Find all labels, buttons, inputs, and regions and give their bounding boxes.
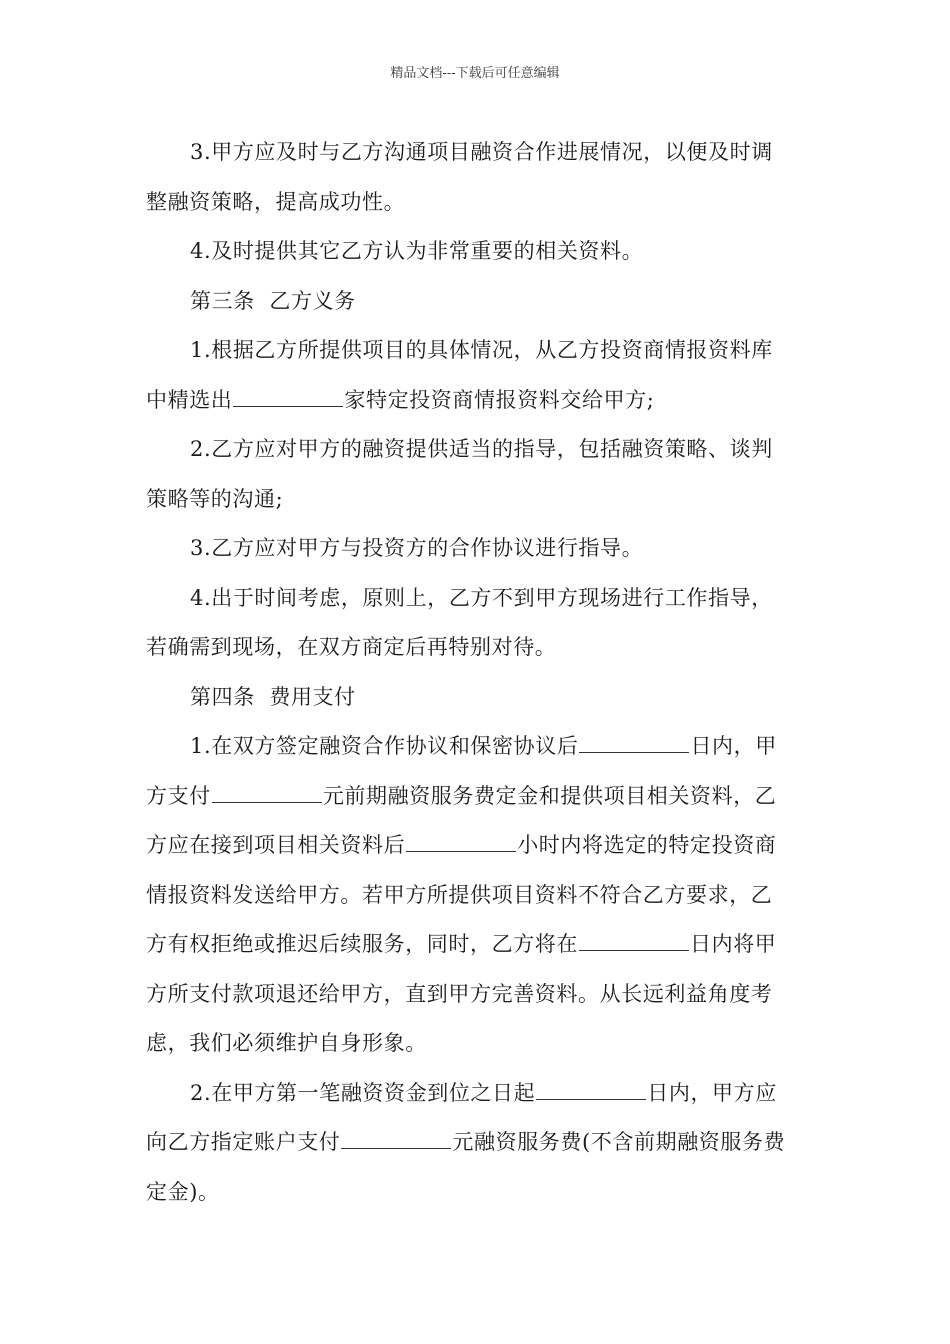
section-heading-article-3	[146, 277, 812, 327]
paragraph-party-b-2	[146, 425, 812, 524]
text-segment: 小时内将选定的特定投资商	[517, 833, 777, 857]
text-line: 情报资料发送给甲方。若甲方所提供项目资料不符合乙方要求，乙	[146, 882, 773, 907]
text-line	[146, 821, 812, 871]
text-line: 4.出于时间考虑，原则上，乙方不到甲方现场进行工作指导，	[190, 585, 773, 610]
paragraph-party-b-1	[146, 326, 812, 425]
text-segment: 元前期融资服务费定金和提供项目相关资料，乙	[322, 783, 777, 808]
text-line	[146, 1069, 812, 1119]
text-line: 若确需到现场，在双方商定后再特别对待。	[146, 635, 557, 659]
text-line: 3.乙方应对甲方与投资方的合作协议进行指导。	[190, 536, 644, 560]
fill-in-blank[interactable]	[406, 833, 516, 852]
paragraph-obligation-3	[146, 128, 812, 227]
text-line: 整融资策略，提高成功性。	[146, 189, 406, 214]
text-segment: 日内，甲方应	[647, 1080, 777, 1105]
text-line: 虑，我们必须维护自身形象。	[146, 1031, 427, 1055]
text-segment: 2.在甲方第一笔融资资金到位之日起	[190, 1080, 536, 1105]
paragraph-fee-2	[146, 1069, 812, 1218]
fill-in-blank[interactable]	[341, 1130, 451, 1149]
section-heading-article-4	[146, 673, 812, 723]
text-segment: 1.在双方签定融资合作协议和保密协议后	[190, 734, 579, 758]
section-title: 第四条 费用支付	[190, 684, 356, 709]
fill-in-blank[interactable]	[233, 388, 343, 407]
text-segment: 日内，甲	[690, 734, 777, 758]
fill-in-blank[interactable]	[579, 932, 689, 951]
paragraph-obligation-4	[146, 227, 812, 277]
text-line: 方所支付款项退还给甲方，直到甲方完善资料。从长远利益角度考	[146, 981, 773, 1006]
paragraph-fee-1	[146, 722, 812, 1069]
fill-in-blank[interactable]	[212, 784, 322, 803]
text-line: 3.甲方应及时与乙方沟通项目融资合作进展情况，以便及时调	[190, 140, 773, 164]
text-segment: 元融资服务费(不含前期融资服务费	[452, 1130, 786, 1154]
paragraph-party-b-4	[146, 574, 812, 673]
text-segment: 日内将甲	[690, 932, 777, 956]
text-line	[146, 1118, 812, 1168]
fill-in-blank[interactable]	[536, 1081, 646, 1100]
text-line	[146, 920, 812, 970]
page-header: 精品文档---下载后可任意编辑	[390, 66, 560, 81]
text-line	[146, 376, 812, 426]
text-line: 策略等的沟通;	[146, 486, 284, 511]
fill-in-blank[interactable]	[579, 734, 689, 753]
text-segment: 方有权拒绝或推迟后续服务，同时，乙方将在	[146, 932, 578, 956]
text-segment: 方应在接到项目相关资料后	[146, 833, 406, 857]
text-line	[146, 772, 812, 822]
document-body	[146, 128, 812, 1217]
text-line: 4.及时提供其它乙方认为非常重要的相关资料。	[190, 239, 644, 263]
section-title: 第三条 乙方义务	[190, 288, 356, 313]
text-segment: 方支付	[146, 783, 211, 808]
paragraph-party-b-3	[146, 524, 812, 574]
text-segment: 中精选出	[146, 387, 233, 412]
text-segment: 家特定投资商情报资料交给甲方;	[344, 387, 655, 412]
text-line: 1.根据乙方所提供项目的具体情况，从乙方投资商情报资料库	[190, 338, 773, 362]
text-line: 2.乙方应对甲方的融资提供适当的指导，包括融资策略、谈判	[190, 437, 773, 461]
text-segment: 向乙方指定账户支付	[146, 1130, 341, 1154]
text-line: 定金)。	[146, 1179, 220, 1204]
text-line	[146, 722, 812, 772]
